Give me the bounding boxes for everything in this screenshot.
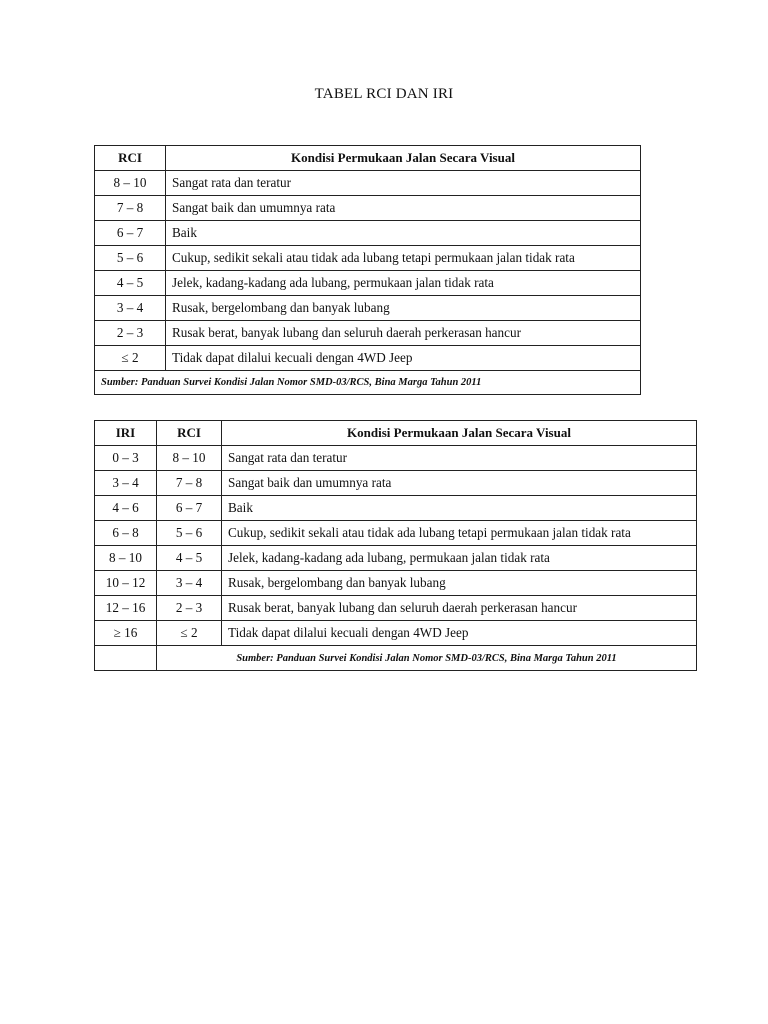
rci-cell: 2 – 3 (157, 596, 222, 621)
table-row (95, 321, 641, 346)
rci-cell: 8 – 10 (157, 446, 222, 471)
iri-cell: 12 – 16 (95, 596, 157, 621)
iri-cell: 8 – 10 (95, 546, 157, 571)
table-row (95, 246, 641, 271)
table-row (95, 521, 697, 546)
kondisi-cell: Baik (222, 496, 697, 521)
table-row (95, 346, 641, 371)
kondisi-cell: Rusak, bergelombang dan banyak lubang (166, 296, 641, 321)
table-row (95, 171, 641, 196)
iri-rci-table (94, 420, 697, 671)
table-header-row (95, 146, 641, 171)
table-row (95, 546, 697, 571)
table-row (95, 196, 641, 221)
source-row (95, 646, 697, 671)
kondisi-cell: Tidak dapat dilalui kecuali dengan 4WD Jeep (166, 346, 641, 371)
table-row (95, 621, 697, 646)
iri-cell: 4 – 6 (95, 496, 157, 521)
rci-cell: 5 – 6 (157, 521, 222, 546)
rci-cell: 4 – 5 (95, 271, 166, 296)
iri-cell: 6 – 8 (95, 521, 157, 546)
header-kondisi: Kondisi Permukaan Jalan Secara Visual (222, 421, 697, 446)
table-row (95, 596, 697, 621)
header-rci: RCI (95, 146, 166, 171)
table-row (95, 571, 697, 596)
rci-cell: 6 – 7 (95, 221, 166, 246)
kondisi-cell: Jelek, kadang-kadang ada lubang, permukaan jalan tidak rata (222, 546, 697, 571)
kondisi-cell: Sangat rata dan teratur (166, 171, 641, 196)
header-kondisi: Kondisi Permukaan Jalan Secara Visual (166, 146, 641, 171)
kondisi-cell: Sangat baik dan umumnya rata (166, 196, 641, 221)
kondisi-cell: Sangat baik dan umumnya rata (222, 471, 697, 496)
rci-cell: 2 – 3 (95, 321, 166, 346)
iri-cell: 0 – 3 (95, 446, 157, 471)
table-row (95, 271, 641, 296)
table-row (95, 296, 641, 321)
kondisi-cell: Rusak berat, banyak lubang dan seluruh daerah perkerasan hancur (166, 321, 641, 346)
kondisi-cell: Tidak dapat dilalui kecuali dengan 4WD Jeep (222, 621, 697, 646)
iri-rci-table-body (95, 446, 697, 646)
iri-cell: 3 – 4 (95, 471, 157, 496)
rci-cell: ≤ 2 (95, 346, 166, 371)
kondisi-cell: Jelek, kadang-kadang ada lubang, permukaan jalan tidak rata (166, 271, 641, 296)
kondisi-cell: Cukup, sedikit sekali atau tidak ada lubang tetapi permukaan jalan tidak rata (222, 521, 697, 546)
iri-cell: ≥ 16 (95, 621, 157, 646)
kondisi-cell: Baik (166, 221, 641, 246)
table-row (95, 471, 697, 496)
rci-cell: 3 – 4 (95, 296, 166, 321)
kondisi-cell: Sangat rata dan teratur (222, 446, 697, 471)
kondisi-cell: Rusak, bergelombang dan banyak lubang (222, 571, 697, 596)
rci-cell: 8 – 10 (95, 171, 166, 196)
kondisi-cell: Cukup, sedikit sekali atau tidak ada lubang tetapi permukaan jalan tidak rata (166, 246, 641, 271)
table-header-row (95, 421, 697, 446)
rci-cell: 7 – 8 (95, 196, 166, 221)
rci-cell: 7 – 8 (157, 471, 222, 496)
source-empty-cell (95, 646, 157, 671)
header-iri: IRI (95, 421, 157, 446)
source-note: Sumber: Panduan Survei Kondisi Jalan Nomor SMD-03/RCS, Bina Marga Tahun 2011 (157, 646, 697, 671)
table-row (95, 446, 697, 471)
table-row (95, 221, 641, 246)
rci-cell: 5 – 6 (95, 246, 166, 271)
rci-cell: ≤ 2 (157, 621, 222, 646)
source-row (95, 371, 641, 395)
kondisi-cell: Rusak berat, banyak lubang dan seluruh daerah perkerasan hancur (222, 596, 697, 621)
table-row (95, 496, 697, 521)
rci-table (94, 145, 641, 395)
rci-table-body (95, 171, 641, 371)
page-title: TABEL RCI DAN IRI (314, 86, 454, 102)
rci-cell: 6 – 7 (157, 496, 222, 521)
header-rci: RCI (157, 421, 222, 446)
iri-cell: 10 – 12 (95, 571, 157, 596)
source-note: Sumber: Panduan Survei Kondisi Jalan Nomor SMD-03/RCS, Bina Marga Tahun 2011 (95, 371, 641, 395)
rci-cell: 4 – 5 (157, 546, 222, 571)
rci-cell: 3 – 4 (157, 571, 222, 596)
